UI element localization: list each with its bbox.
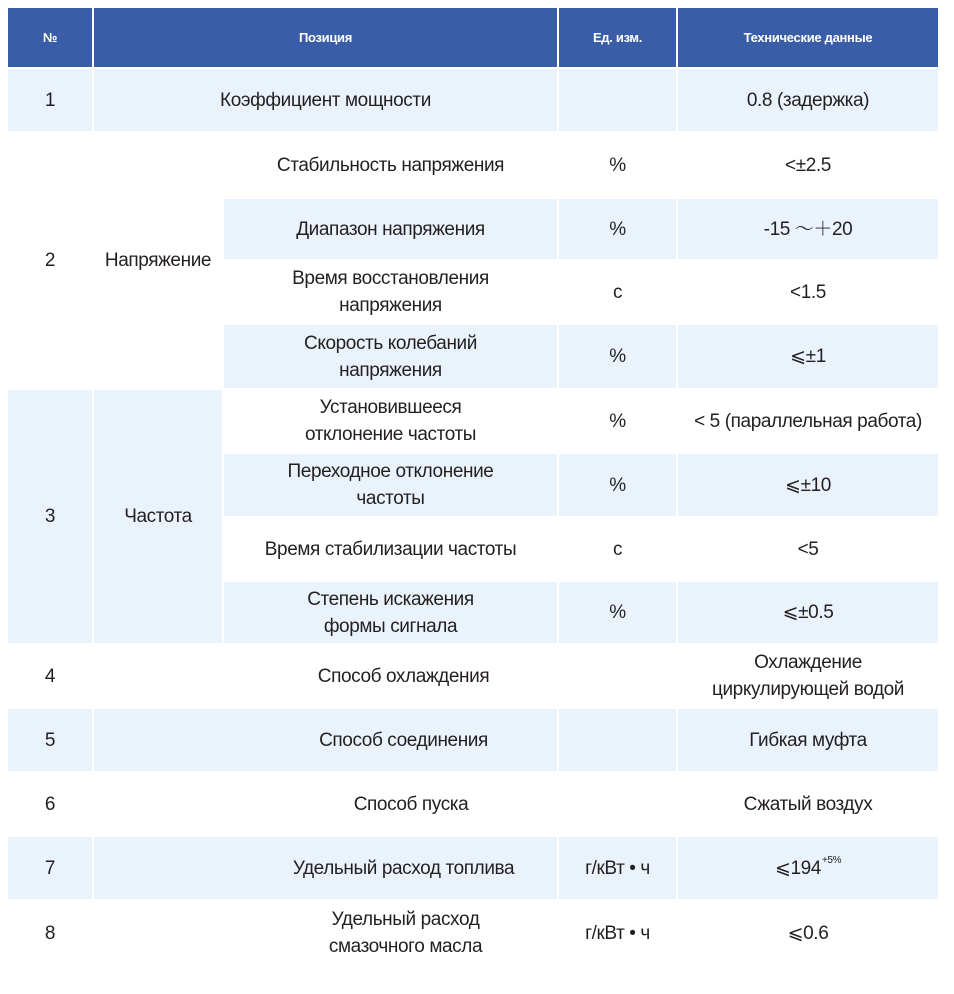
row-position: Способ пуска — [94, 773, 557, 835]
row-value — [678, 837, 938, 899]
sub-value: <±2.5 — [678, 133, 938, 197]
sub-position: Время стабилизации частоты — [224, 518, 557, 580]
sub-unit: % — [559, 454, 676, 516]
row-unit — [559, 709, 676, 771]
sub-value: ⩽±10 — [678, 454, 938, 516]
row-unit — [559, 773, 676, 835]
row-number: 5 — [8, 709, 92, 771]
row-unit: г/кВт • ч — [559, 837, 676, 899]
sub-unit: с — [559, 518, 676, 580]
row-position: Способ соединения — [94, 709, 557, 771]
sub-unit: % — [559, 390, 676, 452]
sub-value: -15 ～＋20 — [678, 199, 938, 259]
sub-unit: с — [559, 261, 676, 323]
row-number: 7 — [8, 837, 92, 899]
row-unit — [559, 69, 676, 131]
row-position: Удельный расход топлива — [94, 837, 557, 899]
row-number: 4 — [8, 645, 92, 707]
row-value: Гибкая муфта — [678, 709, 938, 771]
sub-unit: % — [559, 582, 676, 643]
sub-value: <1.5 — [678, 261, 938, 323]
row-number: 8 — [8, 901, 92, 965]
row-position: Удельный расход смазочного масла — [94, 901, 557, 965]
sub-value: ⩽±1 — [678, 325, 938, 388]
row-group: Напряжение — [94, 133, 222, 388]
sub-position: Степень искажения формы сигнала — [224, 582, 557, 643]
sub-unit: % — [559, 133, 676, 197]
row-unit: г/кВт • ч — [559, 901, 676, 965]
sub-position: Время восстановления напряжения — [224, 261, 557, 323]
row-position: Коэффициент мощности — [94, 69, 557, 131]
row-number: 3 — [8, 390, 92, 643]
value-superscript: +5% — [821, 855, 842, 866]
sub-value: < 5 (параллельная работа) — [678, 390, 938, 452]
sub-position: Скорость колебаний напряжения — [224, 325, 557, 388]
header-number: № — [8, 8, 92, 67]
row-value: Сжатый воздух — [678, 773, 938, 835]
sub-unit: % — [559, 199, 676, 259]
row-number: 1 — [8, 69, 92, 131]
sub-position: Стабильность напряжения — [224, 133, 557, 197]
sub-position: Установившееся отклонение частоты — [224, 390, 557, 452]
row-value: Охлаждение циркулирующей водой — [678, 645, 938, 707]
value-main: ⩽194 — [774, 857, 821, 879]
row-value: ⩽0.6 — [678, 901, 938, 965]
header-unit: Ед. изм. — [559, 8, 676, 67]
row-value: 0.8 (задержка) — [678, 69, 938, 131]
header-data: Технические данные — [678, 8, 938, 67]
sub-value: <5 — [678, 518, 938, 580]
sub-position: Переходное отклонение частоты — [224, 454, 557, 516]
row-unit — [559, 645, 676, 707]
row-position: Способ охлаждения — [94, 645, 557, 707]
sub-value: ⩽±0.5 — [678, 582, 938, 643]
sub-unit: % — [559, 325, 676, 388]
row-group: Частота — [94, 390, 222, 643]
sub-position: Диапазон напряжения — [224, 199, 557, 259]
row-number: 2 — [8, 133, 92, 388]
row-number: 6 — [8, 773, 92, 835]
header-position: Позиция — [94, 8, 557, 67]
